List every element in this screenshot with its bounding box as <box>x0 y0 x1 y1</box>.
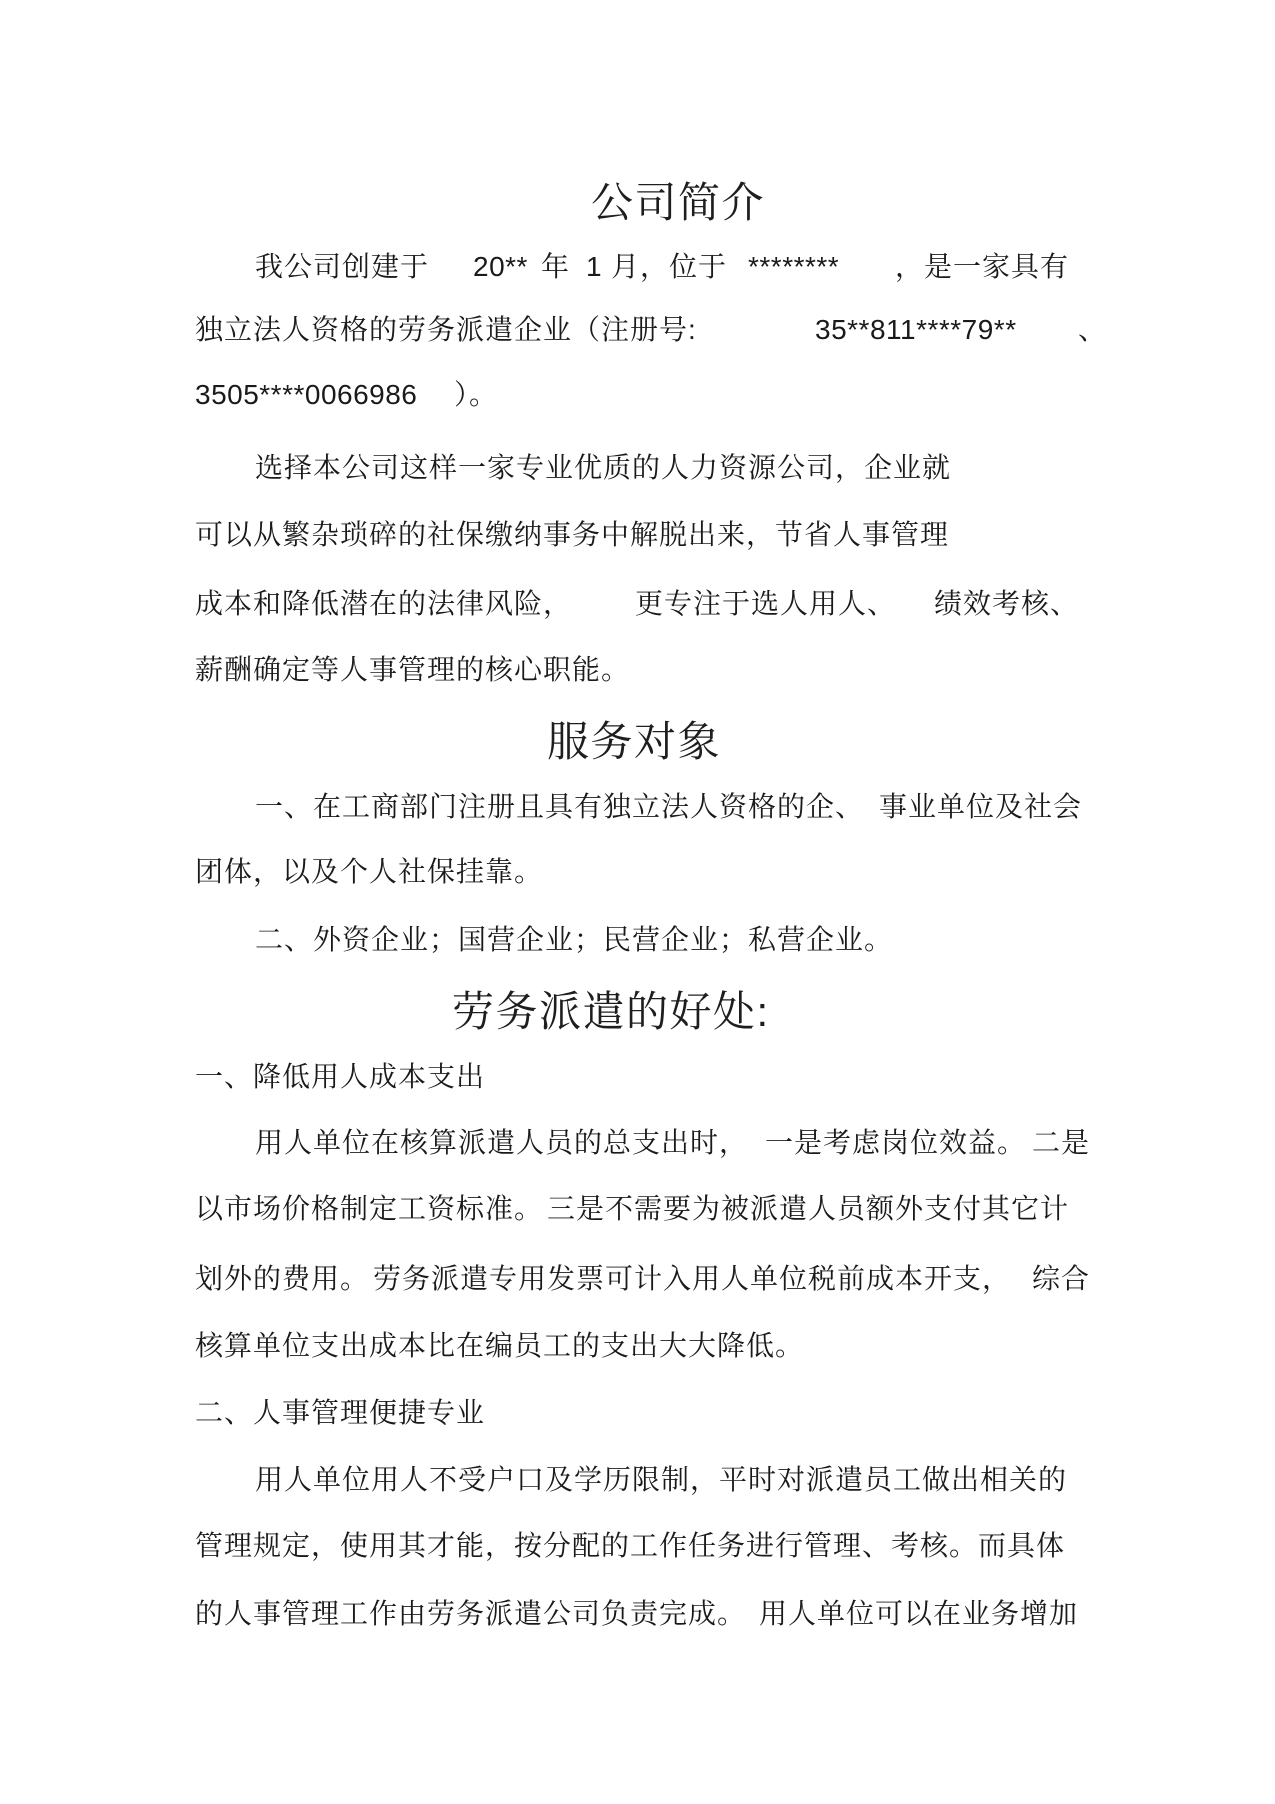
founding-year: 20** <box>473 251 528 282</box>
paragraph-line: 综合 <box>1032 1263 1091 1294</box>
paragraph-line: 用人单位可以在业务增加 <box>759 1598 1079 1629</box>
address-masked: ******** <box>748 251 840 282</box>
location-text: 月，位于 <box>611 251 728 282</box>
paragraph-line: 成本和降低潜在的法律风险， <box>195 588 573 619</box>
founding-month: 1 <box>586 251 603 282</box>
paragraph-line: 的人事管理工作由劳务派遣公司负责完成。 <box>195 1598 747 1629</box>
founding-text: 我公司创建于 <box>255 251 430 282</box>
list-item: 一、在工商部门注册且具有独立法人资格的企、 <box>255 791 865 822</box>
paragraph-line: 用人单位用人不受户口及学历限制，平时对派遣员工做出相关的 <box>255 1464 1068 1495</box>
company-type-text: ，是一家具有 <box>895 251 1070 282</box>
paragraph-line: 薪酬确定等人事管理的核心职能。 <box>195 654 631 685</box>
closing-bracket: ）。 <box>454 379 499 410</box>
benefit-title: 一、降低用人成本支出 <box>195 1061 486 1092</box>
year-unit: 年 <box>541 251 571 282</box>
list-item: 二、外资企业；国营企业；民营企业；私营企业。 <box>255 924 894 955</box>
heading-company-intro: 公司简介 <box>591 179 766 226</box>
paragraph-line: 可以从繁杂琐碎的社保缴纳事务中解脱出来，节省人事管理 <box>195 519 950 550</box>
list-item: 团体，以及个人社保挂靠。 <box>195 856 544 887</box>
paragraph-line: 选择本公司这样一家专业优质的人力资源公司，企业就 <box>255 452 952 483</box>
paragraph-line: 管理规定，使用其才能，按分配的工作任务进行管理、考核。而具体 <box>195 1530 1066 1561</box>
paragraph-line: 以市场价格制定工资标准。 <box>195 1193 544 1224</box>
paragraph-line: 三是不需要为被派遣人员额外支付其它计 <box>547 1193 1070 1224</box>
paragraph-line: 劳务派遣专用发票可计入用人单位税前成本开支， <box>373 1263 1012 1294</box>
separator-mark: 、 <box>1078 314 1108 345</box>
heading-benefits: 劳务派遣的好处: <box>452 988 770 1035</box>
heading-service-targets: 服务对象 <box>547 718 722 765</box>
list-item: 事业单位及社会 <box>879 791 1083 822</box>
paragraph-line: 用人单位在核算派遣人员的总支出时， <box>255 1127 749 1158</box>
registration-number: 35**811****79** <box>815 314 1017 345</box>
paragraph-line: 二是 <box>1032 1127 1091 1158</box>
benefit-title: 二、人事管理便捷专业 <box>195 1397 486 1428</box>
paragraph-line: 划外的费用。 <box>195 1263 370 1294</box>
legal-entity-text: 独立法人资格的劳务派遣企业（注册号: <box>195 314 697 345</box>
paragraph-line: 一是考虑岗位效益。 <box>765 1127 1027 1158</box>
paragraph-line: 更专注于选人用人、 <box>635 588 897 619</box>
registration-number-2: 3505****0066986 <box>195 379 418 410</box>
paragraph-line: 绩效考核、 <box>934 588 1080 619</box>
paragraph-line: 核算单位支出成本比在编员工的支出大大降低。 <box>195 1330 805 1361</box>
